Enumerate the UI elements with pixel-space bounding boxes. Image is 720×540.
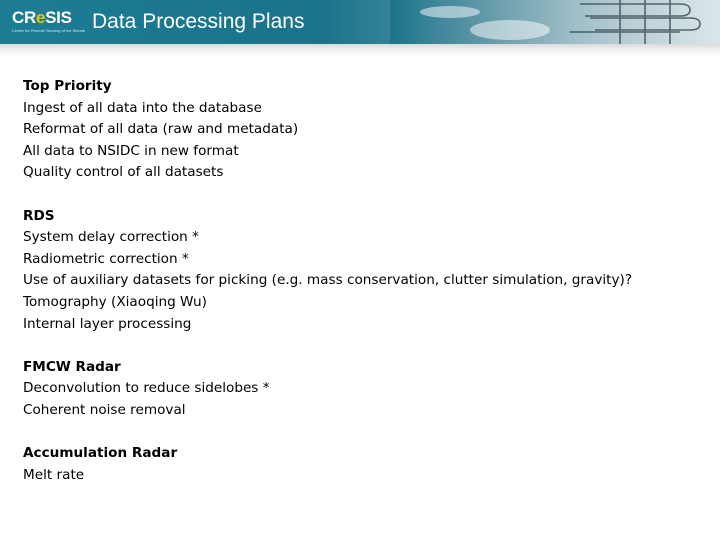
section-fmcw-radar: [23, 357, 703, 422]
list-item: Radiometric correction *: [23, 250, 189, 267]
logo-tagline: Center for Remote Sensing of Ice Sheets: [12, 28, 85, 33]
section-accumulation-radar: [23, 443, 703, 486]
list-item: Deconvolution to reduce sidelobes *: [23, 380, 270, 397]
section-title: RDS: [23, 207, 55, 224]
list-item: Melt rate: [23, 466, 85, 483]
list-item: Coherent noise removal: [23, 401, 186, 418]
slide-header: [0, 0, 720, 44]
cresis-logo: [12, 8, 85, 38]
section-title: Top Priority: [23, 78, 112, 94]
header-background-photo: [390, 0, 720, 44]
list-item: Ingest of all data into the database: [23, 99, 262, 116]
section-top-priority: [23, 76, 703, 184]
list-item: All data to NSIDC in new format: [23, 142, 239, 159]
section-title: FMCW Radar: [23, 358, 121, 375]
list-item: Reformat of all data (raw and metadata): [23, 121, 299, 138]
list-item: Internal layer processing: [23, 315, 192, 332]
section-title: Accumulation Radar: [23, 445, 178, 462]
list-item: Use of auxiliary datasets for picking (e.g. mass conservation, clutter simulation, gravity)?: [23, 272, 633, 289]
section-rds: [23, 206, 703, 336]
logo-wordmark: CReSIS: [12, 8, 72, 27]
list-item: Tomography (Xiaoqing Wu): [23, 293, 207, 310]
list-item: Quality control of all datasets: [23, 164, 224, 181]
slide-body: [23, 76, 703, 508]
slide-title: Data Processing Plans: [92, 10, 305, 33]
header-shadow: [0, 44, 720, 56]
list-item: System delay correction *: [23, 229, 199, 246]
